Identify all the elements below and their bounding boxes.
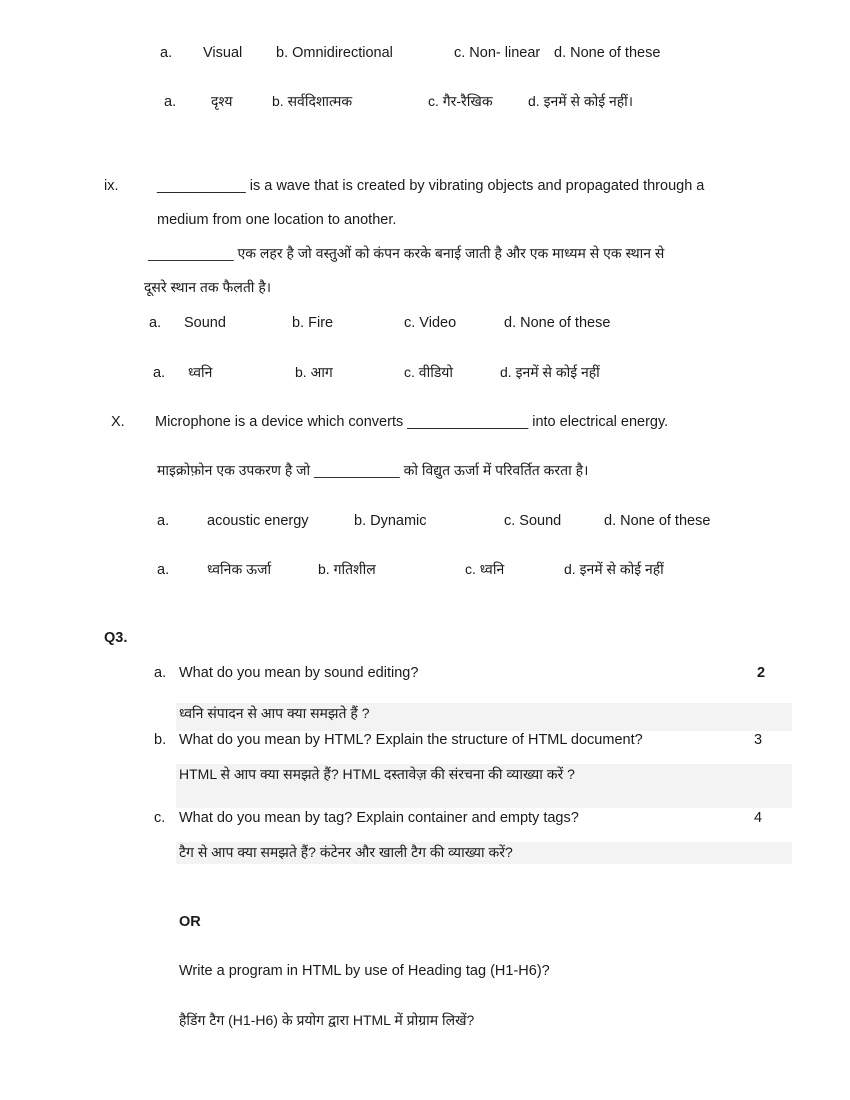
option-c: c. Video [404,315,457,331]
option-d: d. इनमें से कोई नहीं [564,561,664,577]
part-label: c. [154,810,166,826]
option-c: c. गैर-रैखिक [428,93,493,109]
option-b: b. गतिशील [318,561,376,577]
option-a: Sound [184,315,226,331]
part-question-en: What do you mean by sound editing? [179,665,419,681]
question-number: ix. [104,178,119,194]
part-question-en: What do you mean by HTML? Explain the structure of HTML document? [179,732,643,748]
option-label: a. [160,45,173,61]
option-a: Visual [203,45,243,61]
question-number: X. [111,414,125,430]
part-marks: 3 [754,732,763,748]
question-text-hi-line2: दूसरे स्थान तक फैलती है। [144,279,272,295]
option-d: d. इनमें से कोई नहीं। [528,93,634,109]
part-label: b. [154,732,167,748]
option-c: c. Sound [504,513,562,529]
part-marks: 4 [754,810,763,826]
option-label: a. [157,562,170,578]
option-c: c. Non- linear [454,45,541,61]
question-text-en-line2: medium from one location to another. [157,212,397,228]
option-d: d. None of these [604,513,711,529]
or-label: OR [179,914,201,930]
part-marks: 2 [757,665,766,681]
part-question-en: What do you mean by tag? Explain container and empty tags? [179,810,579,826]
section-heading: Q3. [104,630,128,646]
option-label: a. [164,94,177,110]
option-b: b. Fire [292,315,334,331]
option-label: a. [149,315,162,331]
option-label: a. [153,365,166,381]
question-text-en-line1: ___________ is a wave that is created by vibrating objects and propagated through a [157,178,705,194]
option-b: b. आग [295,364,333,380]
option-label: a. [157,513,170,529]
part-question-hi: HTML से आप क्या समझते हैं? HTML दस्तावेज़ की संरचना की व्याख्या करें ? [179,766,575,782]
option-b: b. सर्वदिशात्मक [272,93,353,109]
option-d: d. None of these [554,45,661,61]
option-b: b. Dynamic [354,513,427,529]
part-label: a. [154,665,167,681]
question-text-hi-line1: ___________ एक लहर है जो वस्तुओं को कंपन करके बनाई जाती है और एक माध्यम से एक स्थान से [148,245,665,261]
option-d: d. None of these [504,315,611,331]
alt-question-hi: हैडिंग टैग (H1-H6) के प्रयोग द्वारा HTML में प्रोग्राम लिखें? [179,1012,475,1028]
option-c: c. ध्वनि [465,561,505,577]
question-text-hi: माइक्रोफ़ोन एक उपकरण है जो ___________ को विद्युत ऊर्जा में परिवर्तित करता है। [157,462,589,478]
option-d: d. इनमें से कोई नहीं [500,364,600,380]
part-question-hi: ध्वनि संपादन से आप क्या समझते हैं ? [179,705,370,721]
option-a: दृश्य [211,93,233,109]
option-c: c. वीडियो [404,364,454,380]
question-text-en: Microphone is a device which converts _______________ into electrical energy. [155,414,669,430]
option-a: acoustic energy [207,513,309,529]
option-b: b. Omnidirectional [276,45,393,61]
option-a: ध्वनिक ऊर्जा [207,561,272,577]
option-a: ध्वनि [188,364,213,380]
alt-question-en: Write a program in HTML by use of Heading tag (H1-H6)? [179,963,550,979]
part-question-hi: टैग से आप क्या समझते हैं? कंटेनर और खाली टैग की व्याख्या करें? [179,844,513,860]
